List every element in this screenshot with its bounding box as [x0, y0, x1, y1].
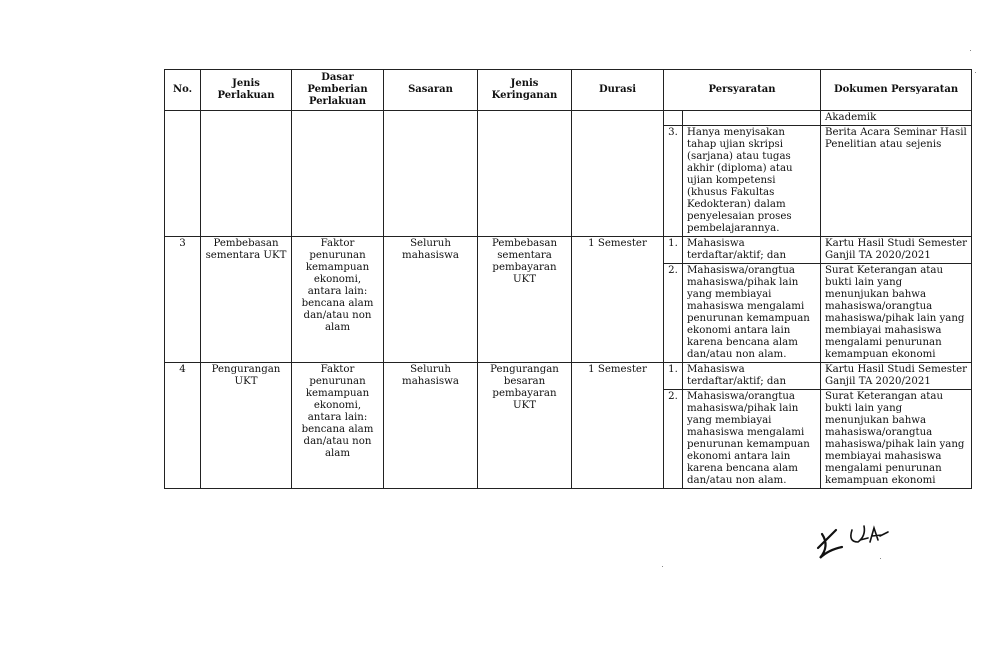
durasi: 1 Semester [572, 237, 664, 363]
cell-empty [664, 111, 683, 126]
jenis-keringanan: Pengurangan besaran pembayaran UKT [478, 363, 572, 489]
header-dokumen-persyaratan: Dokumen Persyaratan [821, 70, 972, 111]
table-row [165, 237, 972, 264]
cell-empty [478, 111, 572, 237]
jenis-perlakuan: Pembebasan sementara UKT [201, 237, 292, 363]
scan-speck [662, 566, 663, 567]
header-durasi: Durasi [572, 70, 664, 111]
requirements-table [164, 69, 972, 489]
scan-speck [880, 558, 881, 559]
sasaran: Seluruh mahasiswa [384, 237, 478, 363]
cell-empty [572, 111, 664, 237]
header-dasar-pemberian: Dasar Pemberian Perlakuan [292, 70, 384, 111]
doc-cell: Akademik [821, 111, 972, 126]
header-persyaratan: Persyaratan [664, 70, 821, 111]
req-number: 2. [664, 390, 683, 489]
req-text: Mahasiswa/orangtua mahasiswa/pihak lain yang membiayai mahasiswa mengalami penurunan kemampuan ekonomi antara lain karena bencana alam dan/atau non alam. [683, 390, 821, 489]
doc-cell: Surat Keterangan atau bukti lain yang menunjukan bahwa mahasiswa/orangtua mahasiswa/pihak lain yang membiayai mahasiswa mengalami penurunan kemampuan ekonomi [821, 264, 972, 363]
cell-empty [292, 111, 384, 237]
doc-cell: Berita Acara Seminar Hasil Penelitian atau sejenis [821, 126, 972, 237]
cell-empty [201, 111, 292, 237]
table-row [165, 363, 972, 390]
cell-empty [384, 111, 478, 237]
doc-cell: Surat Keterangan atau bukti lain yang menunjukan bahwa mahasiswa/orangtua mahasiswa/pihak lain yang membiayai mahasiswa mengalami penurunan kemampuan ekonomi [821, 390, 972, 489]
header-no: No. [165, 70, 201, 111]
header-row [165, 70, 972, 111]
req-text: Mahasiswa terdaftar/aktif; dan [683, 237, 821, 264]
cell-empty [165, 111, 201, 237]
sasaran: Seluruh mahasiswa [384, 363, 478, 489]
jenis-perlakuan: Pengurangan UKT [201, 363, 292, 489]
scan-speck [970, 50, 971, 51]
req-text: Mahasiswa terdaftar/aktif; dan [683, 363, 821, 390]
row-number: 4 [165, 363, 201, 489]
doc-cell: Kartu Hasil Studi Semester Ganjil TA 2020/2021 [821, 363, 972, 390]
dasar-pemberian: Faktor penurunan kemampuan ekonomi, antara lain: bencana alam dan/atau non alam [292, 237, 384, 363]
req-number: 1. [664, 237, 683, 264]
req-text: Mahasiswa/orangtua mahasiswa/pihak lain yang membiayai mahasiswa mengalami penurunan kemampuan ekonomi antara lain karena bencana alam dan/atau non alam. [683, 264, 821, 363]
handwritten-initials-signature [808, 520, 908, 570]
row-number: 3 [165, 237, 201, 363]
scan-speck [975, 72, 976, 73]
req-number: 3. [664, 126, 683, 237]
req-number: 1. [664, 363, 683, 390]
jenis-keringanan: Pembebasan sementara pembayaran UKT [478, 237, 572, 363]
header-jenis-keringanan: Jenis Keringanan [478, 70, 572, 111]
cell-empty [683, 111, 821, 126]
dasar-pemberian: Faktor penurunan kemampuan ekonomi, antara lain: bencana alam dan/atau non alam [292, 363, 384, 489]
doc-cell: Kartu Hasil Studi Semester Ganjil TA 2020/2021 [821, 237, 972, 264]
header-sasaran: Sasaran [384, 70, 478, 111]
req-number: 2. [664, 264, 683, 363]
req-text: Hanya menyisakan tahap ujian skripsi (sarjana) atau tugas akhir (diploma) atau ujian kompetensi (khusus Fakultas Kedokteran) dalam penyelesaian proses pembelajarannya. [683, 126, 821, 237]
durasi: 1 Semester [572, 363, 664, 489]
header-jenis-perlakuan: Jenis Perlakuan [201, 70, 292, 111]
table-row [165, 111, 972, 126]
